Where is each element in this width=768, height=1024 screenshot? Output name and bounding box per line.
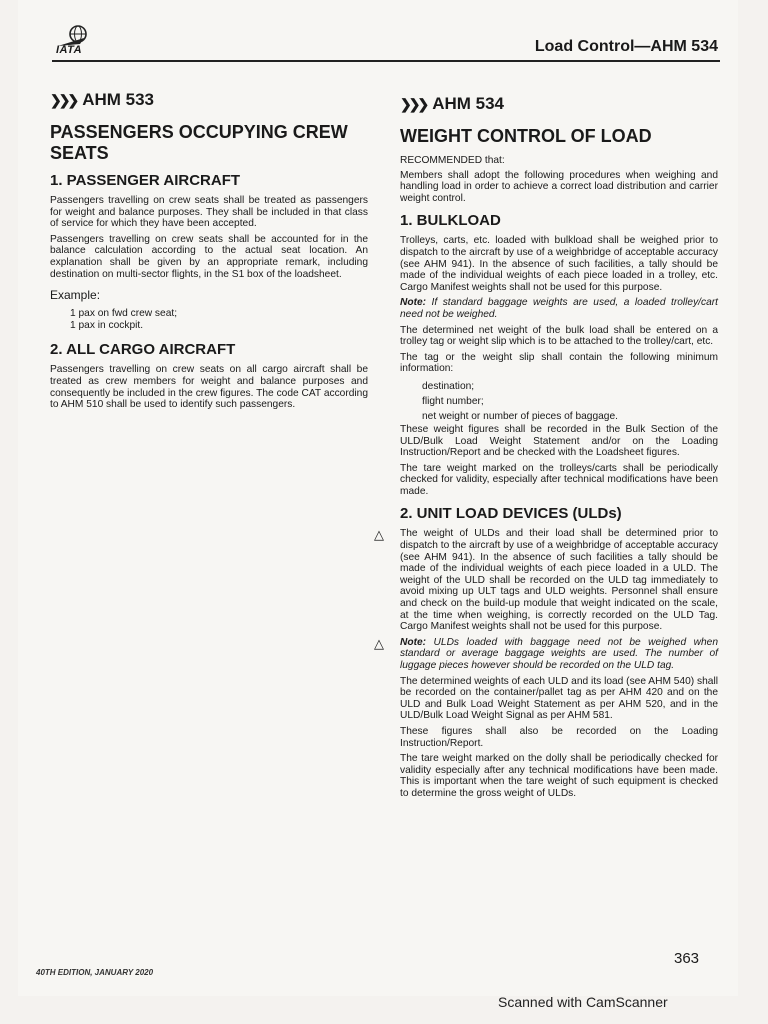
scanner-watermark: Scanned with CamScanner — [498, 994, 668, 1010]
subsection-heading: 2. ALL CARGO AIRCRAFT — [50, 341, 236, 359]
section-title: PASSENGERS OCCUPYING CREW SEATS — [50, 122, 348, 163]
note-text: ULDs loaded with baggage need not be weighed when standard or average baggage weights are used. The number of luggage pieces however should be recorded on the ULD tag. — [400, 636, 718, 671]
edition-footer: 40TH EDITION, JANUARY 2020 — [36, 968, 154, 977]
paragraph: The tag or the weight slip shall contain the following minimum information: — [400, 351, 718, 375]
ahm-533-heading — [50, 90, 368, 110]
list-item: flight number; — [422, 395, 484, 407]
subsection-heading: 2. UNIT LOAD DEVICES (ULDs) — [400, 505, 622, 523]
left-column — [50, 90, 368, 415]
paragraph: Passengers travelling on crew seats on all cargo aircraft shall be treated as crew members for weight and balance purposes and consequently be included in the crew figures. The code CAT according to AHM 510 shall be used to identify such passengers. — [50, 364, 368, 411]
note-text: If standard baggage weights are used, a loaded trolley/cart need not be weighed. — [400, 297, 718, 320]
paragraph: The tare weight marked on the dolly shall be periodically checked for validity especially after any technical modifications have been made. This is important when the tare weight of such equipment is checked to determine the gross weight of ULDs. — [400, 753, 718, 799]
double-chevron-icon: ❯❯❯ — [400, 95, 427, 112]
document-page — [18, 0, 738, 996]
paragraph: Passengers travelling on crew seats shall be treated as passengers for weight and balance purposes. They shall be included in that class of service for which they have been accepted. — [50, 195, 368, 230]
logo-text: IATA — [56, 44, 83, 56]
change-block — [374, 527, 718, 633]
change-block — [374, 635, 718, 672]
note — [400, 297, 718, 320]
triangle-icon: △ — [374, 527, 384, 543]
paragraph: Trolleys, carts, etc. loaded with bulkload shall be weighed prior to dispatch to the aircraft by use of a weighbridge of acceptable accuracy (see AHM 941). In the absence of such facilities, a tally should be made of the individual weights of each piece loaded in a trolley, etc. Cargo Manifest weights shall not be used for this purpose. — [400, 235, 718, 293]
section-title: WEIGHT CONTROL OF LOAD — [400, 126, 652, 146]
paragraph: The determined weights of each ULD and its load (see AHM 540) shall be recorded on the container/pallet tag as per AHM 420 and on the ULD and Bulk Load Weight Statement as per AHM 520, and in the ULD/Bulk Load Weight Signal as per AHM 581. — [400, 675, 718, 722]
recommended-label: RECOMMENDED that: — [400, 155, 505, 166]
ahm-number: AHM 533 — [82, 90, 155, 109]
ahm-number: AHM 534 — [432, 94, 505, 113]
list-item: net weight or number of pieces of baggage. — [422, 410, 618, 422]
right-column — [374, 94, 718, 804]
note-label: Note: — [400, 636, 427, 648]
list-item: destination; — [422, 380, 475, 392]
example-label: Example: — [50, 288, 101, 303]
double-chevron-icon: ❯❯❯ — [50, 91, 77, 108]
paragraph: Members shall adopt the following procedures when weighing and handling load in order to achieve a correct load distribution and carrier weight control. — [400, 169, 718, 204]
paragraph: The tare weight marked on the trolleys/carts shall be periodically checked for validity, especially after technical modifications have been made. — [400, 462, 718, 497]
triangle-icon: △ — [374, 635, 384, 651]
note-label: Note: — [400, 297, 427, 309]
example-line: 1 pax in cockpit. — [70, 319, 144, 331]
note — [400, 637, 718, 672]
header-divider — [52, 60, 720, 62]
example-line: 1 pax on fwd crew seat; — [70, 308, 178, 320]
paragraph: Passengers travelling on crew seats shall be accounted for in the balance calculation according to the actual seat location. An explanation shall be given by an appropriate remark, including destination on multi-sector flights, in the S1 box of the loadsheet. — [50, 233, 368, 280]
paragraph: These weight figures shall be recorded in the Bulk Section of the ULD/Bulk Load Weight Statement and/or on the Loading Instruction/Report and be checked with the Loadsheet figures. — [400, 423, 718, 459]
paragraph: The weight of ULDs and their load shall be determined prior to dispatch to the aircraft by use of a weighbridge of acceptable accuracy (see AHM 941). In the absence of such facilities a tally should be made of the individual weights of each piece loaded in a ULD. The weight of the ULD shall be recorded on the ULD tag immediately to avoid mixing up ULT tags and ULD weights. Personnel shall ensure and check on the build-up module that weight indicated on the scale, at the time when weighing, is correctly recorded on the ULD Tag. Cargo Manifest weights shall not be used for this purpose. — [400, 528, 718, 633]
subsection-heading: 1. PASSENGER AIRCRAFT — [50, 172, 241, 189]
paragraph: The determined net weight of the bulk load shall be entered on a trolley tag or weight slip which is to be attached to the trolley/cart, etc. — [400, 324, 718, 348]
header-title: Load Control—AHM 534 — [534, 38, 718, 55]
paragraph: These figures shall also be recorded on the Loading Instruction/Report. — [400, 725, 718, 749]
page-number: 363 — [674, 950, 700, 967]
ahm-534-heading — [400, 94, 718, 114]
subsection-heading: 1. BULKLOAD — [400, 212, 501, 230]
